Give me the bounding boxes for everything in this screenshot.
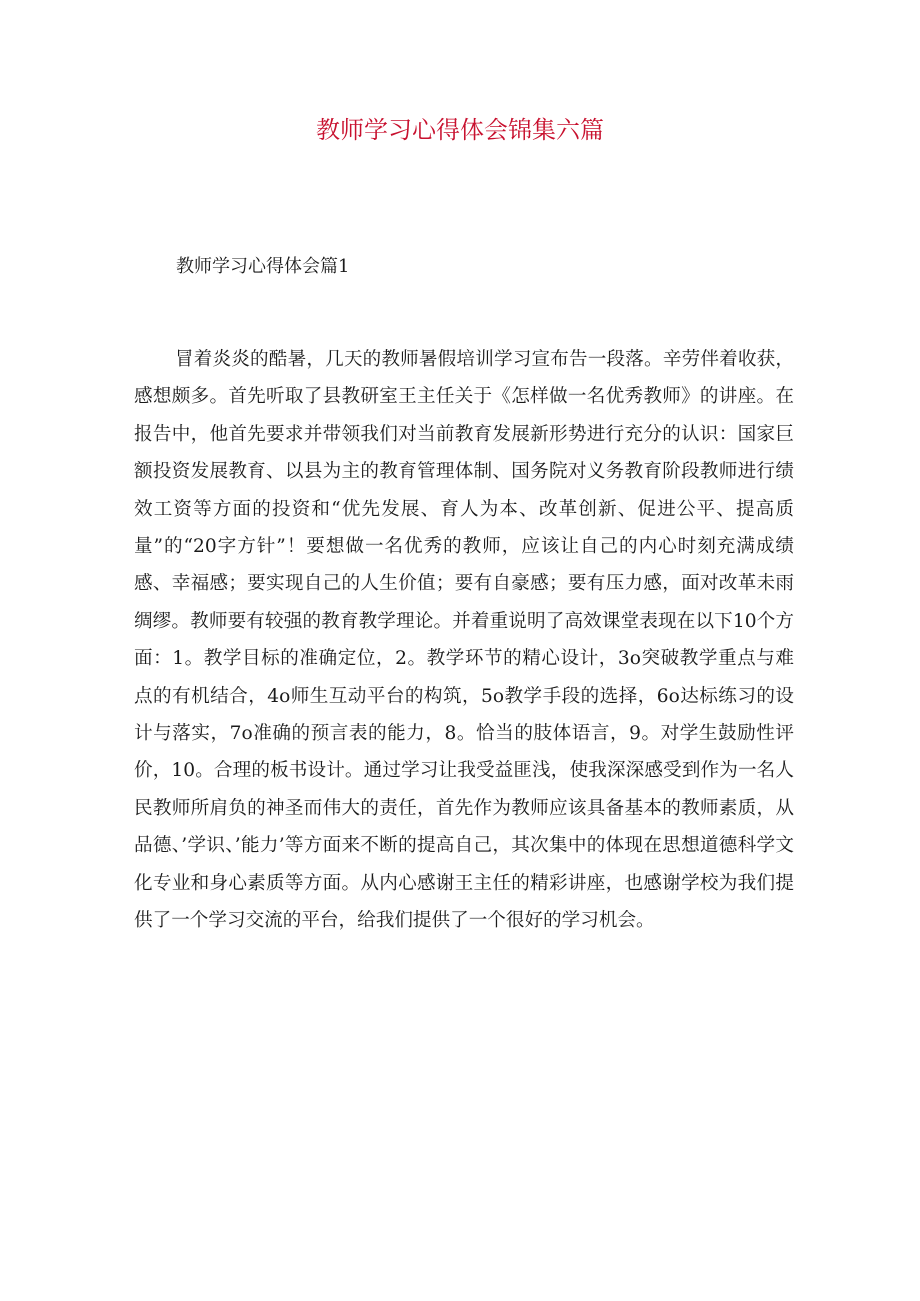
- section-heading: 教师学习心得体会篇1: [176, 256, 350, 277]
- document-title: 教师学习心得体会锦集六篇: [316, 116, 604, 144]
- section-paragraph: 冒着炎炎的酷暑，几天的教师暑假培训学习宣布告一段落。辛劳伴着收获，感想颇多。首先听取了县教研室王主任关于《怎样做一名优秀教师》的讲座。在报告中，他首先要求并带领我们对当前教育发展新形势进行充分的认识：国家巨额投资发展教育、以县为主的教育管理体制、国务院对义务教育阶段教师进行绩效工资等方面的投资和“优先发展、育人为本、改革创新、促进公平、提高质量”的“20字方针”！要想做一名优秀的教师，应该让自己的内心时刻充满成绩感、幸福感；要实现自己的人生价值；要有自豪感；要有压力感，面对改革未雨绸缪。教师要有较强的教育教学理论。并着重说明了高效课堂表现在以下10个方面：1。教学目标的准确定位，2。教学环节的精心设计，3o突破教学重点与难点的有机结合，4o师生互动平台的构筑，5o教学手段的选择，6o达标练习的设计与落实，7o准确的预言表的能力，8。恰当的肢体语言，9。对学生鼓励性评价，10。合理的板书设计。通过学习让我受益匪浅，使我深深感受到作为一名人民教师所肩负的神圣而伟大的责任，首先作为教师应该具备基本的教师素质，从品德、’学识、’能力’等方面来不断的提高自己，其次集中的体现在思想道德科学文化专业和身心素质等方面。从内心感谢王主任的精彩讲座，也感谢学校为我们提供了一个学习交流的平台，给我们提供了一个很好的学习机会。: [134, 349, 794, 932]
